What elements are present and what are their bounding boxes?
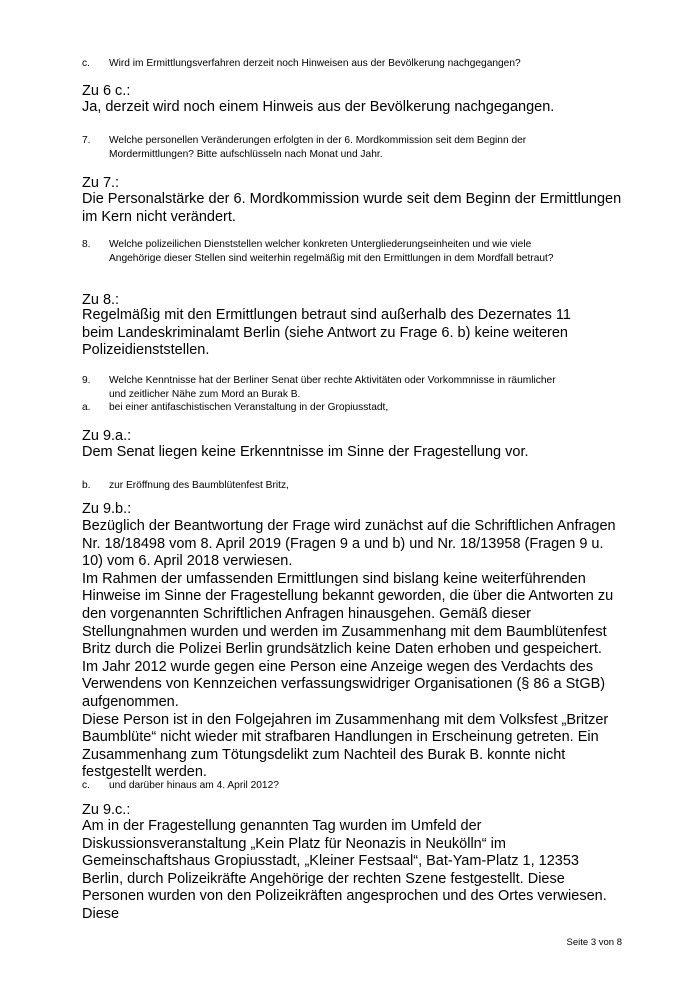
- answer-paragraph: Im Rahmen der umfassenden Ermittlungen sind bislang keine weiterführenden Hinweise im Sinne der Fragestellung bekannt geworden, die über die Antworten zu den vorgenannten Schriftlichen Anfragen hinausgehen. Gemäß dieser Stellungnahmen wurden und werden im Zusammenhang mit dem Baumblütenfest Britz durch die Polizei Berlin grundsätzlich keine Daten erhoben und gespeichert. Im Jahr 2012 wurde gegen eine Person eine Anzeige wegen des Verdachts des Verwendens von Kennzeichen verfassungswidriger Organisationen (§ 86 a StGB) aufgenommen.: [82, 570, 614, 710]
- question-9b: [82, 479, 582, 493]
- answer-paragraph: Bezüglich der Beantwortung der Frage wird zunächst auf die Schriftlichen Anfragen Nr. 18/18498 vom 8. April 2019 (Fragen 9 a und b) und Nr. 18/13958 (Fragen 9 u. 10) vom 6. April 2018 verwiesen.: [82, 518, 616, 570]
- answer-heading-9a: Zu 9.a.:: [82, 428, 132, 444]
- question-text: Welche personellen Veränderungen erfolgten in der 6. Mordkommission seit dem Beginn der Mordermittlungen? Bitte aufschlüsseln nach Monat und Jahr.: [109, 135, 527, 160]
- question-text: Wird im Ermittlungsverfahren derzeit noch Hinweisen aus der Bevölkerung nachgegangen?: [109, 58, 521, 69]
- question-text: und darüber hinaus am 4. April 2012?: [109, 780, 279, 791]
- question-7: [82, 134, 552, 161]
- answer-6c: Ja, derzeit wird noch einem Hinweis aus der Bevölkerung nachgegangen.: [82, 99, 555, 115]
- answer-heading-8: Zu 8.:: [82, 292, 120, 308]
- answer-8: Regelmäßig mit den Ermittlungen betraut sind außerhalb des Dezernates 11 beim Landeskriminalamt Berlin (siehe Antwort zu Frage 6. b) keine weiteren Polizeidienststellen.: [82, 307, 571, 359]
- question-9: [82, 374, 567, 401]
- question-number: 8.: [82, 239, 91, 250]
- question-number: c.: [82, 780, 90, 791]
- page-number: Seite 3 von 8: [566, 937, 622, 948]
- question-number: b.: [82, 480, 91, 491]
- question-text: Welche polizeilichen Dienststellen welcher konkreten Untergliederungseinheiten und wie viele Angehörige dieser Stellen sind weiterhin regelmäßig mit den Ermittlungen in dem Mordfall betraut?: [109, 239, 554, 264]
- answer-7: Die Personalstärke der 6. Mordkommission wurde seit dem Beginn der Ermittlungen im Kern nicht verändert.: [82, 191, 622, 225]
- question-text: zur Eröffnung des Baumblütenfest Britz,: [109, 480, 289, 491]
- answer-heading-9c: Zu 9.c.:: [82, 802, 131, 818]
- question-9a: [82, 401, 582, 415]
- question-8: [82, 238, 577, 265]
- question-number: a.: [82, 402, 91, 413]
- question-text: bei einer antifaschistischen Veranstaltung in der Gropiusstadt,: [109, 402, 389, 413]
- answer-heading-7: Zu 7.:: [82, 175, 120, 191]
- question-number: 9.: [82, 375, 91, 386]
- answer-heading-6c: Zu 6 c.:: [82, 83, 131, 99]
- question-number: c.: [82, 58, 90, 69]
- answer-heading-9b: Zu 9.b.:: [82, 501, 132, 517]
- answer-paragraph: Diese Person ist in den Folgejahren im Zusammenhang mit dem Volksfest „Britzer Baumblüte“ nicht wieder mit strafbaren Handlungen in Erscheinung getreten. Ein Zusammenhang zum Tötungsdelikt zum Nachteil des Burak B. konnte nicht festgestellt werden.: [82, 711, 609, 781]
- answer-9c: Am in der Fragestellung genannten Tag wurden im Umfeld der Diskussionsveranstaltung „Kein Platz für Neonazis in Neukölln“ im Gemeinschaftshaus Gropiusstadt, „Kleiner Festsaal“, Bat-Yam-Platz 1, 12353 Berlin, durch Polizeikräfte Angehörige der rechten Szene festgestellt. Diese Personen wurden von den Polizeikräften angesprochen und des Ortes verwiesen. Diese: [82, 818, 607, 922]
- answer-9a: Dem Senat liegen keine Erkenntnisse im Sinne der Fragestellung vor.: [82, 444, 529, 460]
- answer-9b: [82, 518, 622, 782]
- question-text: Welche Kenntnisse hat der Berliner Senat über rechte Aktivitäten oder Vorkommnisse in räumlicher und zeitlicher Nähe zum Mord an Burak B.: [109, 375, 556, 400]
- question-6c: [82, 57, 582, 71]
- question-9c: [82, 779, 582, 793]
- question-number: 7.: [82, 135, 91, 146]
